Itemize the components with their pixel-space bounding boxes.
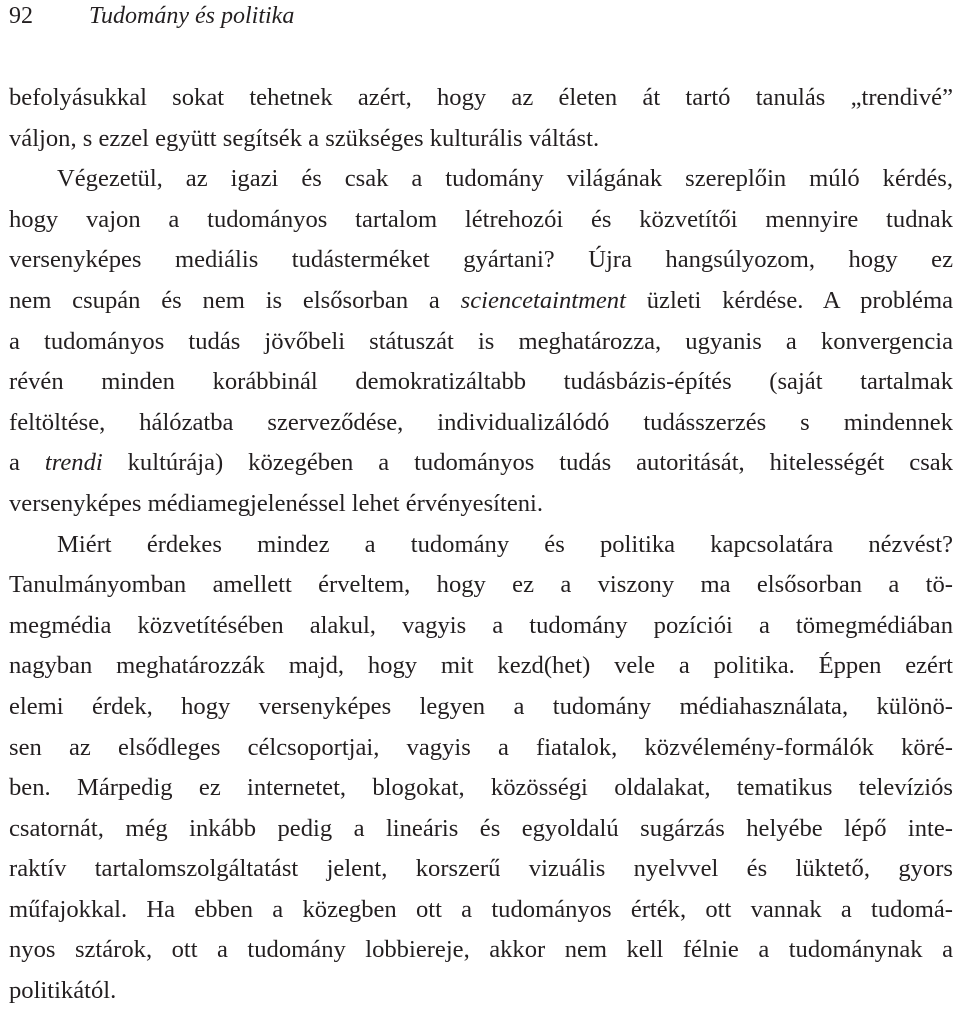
- text-line: csatornát, még inkább pedig a lineáris és egyoldalú sugárzás helyébe lépő inte-: [9, 814, 953, 842]
- text-run: kultúrája) közegében a tudományos tudás autoritását, hitelességét csak: [102, 449, 953, 477]
- paragraph-conclusion: [9, 159, 953, 524]
- text-line: a tudományos tudás jövőbeli státuszát is meghatározza, ugyanis a konvergencia: [9, 327, 953, 355]
- paragraph-continuation: [9, 78, 953, 159]
- body-text: [9, 78, 953, 1012]
- italic-term: trendi: [44, 449, 103, 477]
- text-line: politikától.: [9, 977, 117, 1005]
- text-line: révén minden korábbinál demokratizáltabb tudásbázis-építés (saját tartalmak: [9, 368, 953, 396]
- text-line: megmédia közvetítésében alakul, vagyis a tudomány pozíciói a tömegmédiában: [9, 611, 953, 639]
- text-run: üzleti kérdése. A probléma: [625, 286, 953, 314]
- text-line: nyos sztárok, ott a tudomány lobbiereje, akkor nem kell félnie a tudománynak a: [9, 936, 953, 964]
- text-line: Miért érdekes mindez a tudomány és politika kapcsolatára nézvést?: [57, 530, 953, 558]
- text-line: hogy vajon a tudományos tartalom létrehozói és közvetítői mennyire tudnak: [9, 205, 953, 233]
- text-line: Végezetül, az igazi és csak a tudomány világának szereplőin múló kérdés,: [57, 165, 953, 193]
- text-line: elemi érdek, hogy versenyképes legyen a tudomány médiahasználata, különö-: [9, 692, 953, 720]
- text-line: műfajokkal. Ha ebben a közegben ott a tudományos érték, ott vannak a tudomá-: [9, 895, 953, 923]
- running-title: Tudomány és politika: [89, 3, 295, 29]
- text-line: váljon, s ezzel együtt segítsék a szükséges kulturális váltást.: [9, 124, 600, 152]
- text-line: versenyképes mediális tudásterméket gyártani? Újra hangsúlyozom, hogy ez: [9, 246, 953, 274]
- text-run: nem csupán és nem is elsősorban a: [9, 286, 461, 314]
- text-line: nagyban meghatározzák majd, hogy mit kezd(het) vele a politika. Éppen ezért: [9, 652, 953, 680]
- text-line: raktív tartalomszolgáltatást jelent, korszerű vizuális nyelvvel és lüktető, gyors: [9, 855, 953, 883]
- text-line: [9, 443, 953, 484]
- italic-term: sciencetaintment: [460, 286, 626, 314]
- text-run: a: [9, 449, 45, 477]
- text-line: sen az elsődleges célcsoportjai, vagyis a fiatalok, közvélemény-formálók köré-: [9, 733, 953, 761]
- text-line: versenyképes médiamegjelenéssel lehet érvényesíteni.: [9, 489, 544, 517]
- text-line: ben. Márpedig ez internetet, blogokat, közösségi oldalakat, tematikus televíziós: [9, 774, 953, 802]
- page-number: 92: [9, 3, 33, 29]
- paragraph-question: [9, 525, 953, 1012]
- text-line: befolyásukkal sokat tehetnek azért, hogy az életen át tartó tanulás „trendivé”: [9, 84, 953, 111]
- text-line: feltöltése, hálózatba szerveződése, individualizálódó tudásszerzés s mindennek: [9, 408, 953, 436]
- running-header: [9, 0, 294, 32]
- text-line: Tanulmányomban amellett érveltem, hogy ez a viszony ma elsősorban a tö-: [9, 571, 953, 599]
- text-line: [9, 281, 953, 322]
